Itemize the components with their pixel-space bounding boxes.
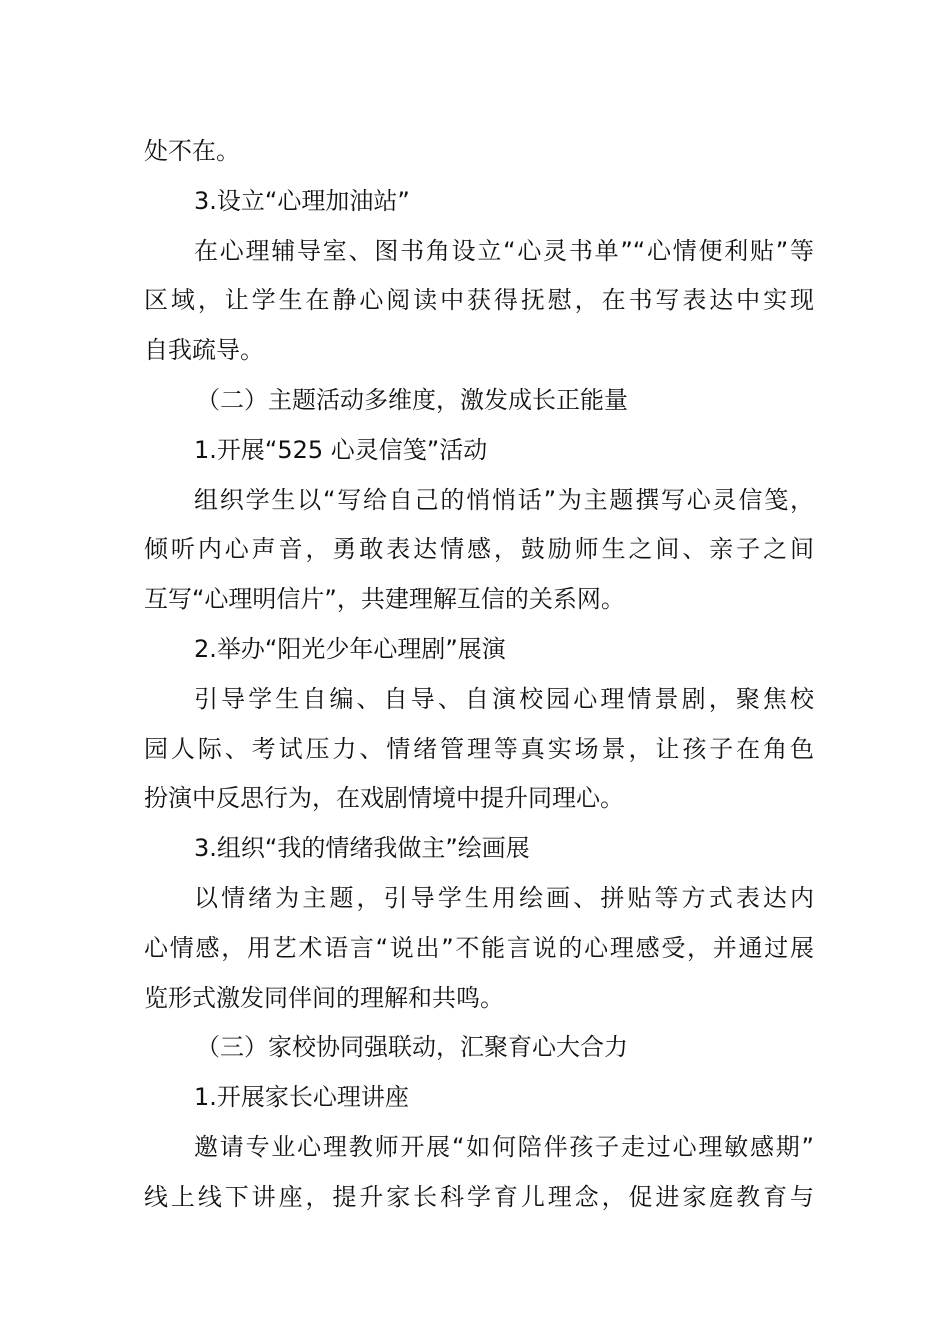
subheading-line: 2.举办“阳光少年心理剧”展演: [194, 634, 506, 663]
subheading-line: 3.组织“我的情绪我做主”绘画展: [194, 834, 530, 863]
text-line: 引导学生自编、自导、自演校园心理情景剧，聚焦校: [194, 684, 814, 713]
text-line: 倾听内心声音，勇敢表达情感，鼓励师生之间、亲子之间: [144, 535, 814, 564]
text-line: 览形式激发同伴间的理解和共鸣。: [144, 983, 504, 1012]
text-line: 在心理辅导室、图书角设立“心灵书单”“心情便利贴”等: [194, 236, 814, 265]
text-line: 组织学生以“写给自己的悄悄话”为主题撰写心灵信笺，: [194, 485, 814, 514]
text-line: 处不在。: [144, 137, 240, 165]
section-heading: （三）家校协同强联动，汇聚育心大合力: [196, 1033, 628, 1062]
subheading-line: 3.设立“心理加油站”: [194, 186, 410, 215]
text-line: 区域，让学生在静心阅读中获得抚慰，在书写表达中实现: [144, 286, 814, 315]
document-body: [144, 127, 814, 1223]
text-line: 线上线下讲座，提升家长科学育儿理念，促进家庭教育与: [144, 1182, 814, 1211]
section-heading: （二）主题活动多维度，激发成长正能量: [196, 385, 628, 414]
text-line: 园人际、考试压力、情绪管理等真实场景，让孩子在角色: [144, 734, 814, 763]
text-line: 心情感，用艺术语言“说出”不能言说的心理感受，并通过展: [144, 933, 814, 962]
text-line: 自我疏导。: [144, 336, 264, 365]
text-line: 邀请专业心理教师开展“如何陪伴孩子走过心理敏感期”: [194, 1132, 814, 1161]
subheading-line: 1.开展家长心理讲座: [194, 1083, 409, 1112]
subheading-line: 1.开展“525 心灵信笺”活动: [194, 435, 488, 464]
text-line: 互写“心理明信片”，共建理解互信的关系网。: [144, 585, 625, 614]
text-line: 扮演中反思行为，在戏剧情境中提升同理心。: [144, 784, 624, 813]
text-line: 以情绪为主题，引导学生用绘画、拼贴等方式表达内: [194, 883, 814, 912]
